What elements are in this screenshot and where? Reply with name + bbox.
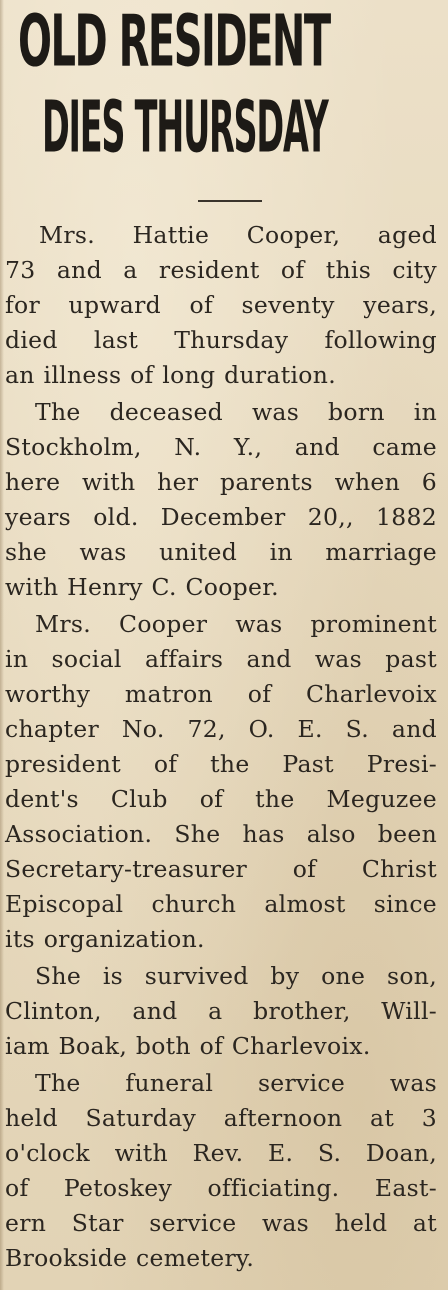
article-line: Association. She has also been [5, 820, 437, 848]
headline-line-1: OLD RESIDENT [18, 0, 330, 83]
paragraph-1 [5, 218, 437, 393]
article-line: its organization. [5, 925, 205, 953]
article-line: years old. December 20,, 1882 [5, 503, 437, 531]
article-line: Secretary-treasurer of Christ [5, 855, 437, 883]
headline-line-2: DIES THURSDAY [42, 85, 328, 169]
article-line: The funeral service was [35, 1069, 437, 1097]
article-line: Mrs. Cooper was prominent [35, 610, 437, 638]
article-line: of Petoskey officiating. East- [5, 1174, 437, 1202]
article-line: Brookside cemetery. [5, 1244, 255, 1272]
article-line: here with her parents when 6 [5, 468, 437, 496]
article-line: The deceased was born in [35, 398, 437, 426]
paragraph-3 [5, 607, 437, 957]
article-line: Episcopal church almost since [5, 890, 437, 918]
article-line: Mrs. Hattie Cooper, aged [39, 221, 437, 249]
article-line: o'clock with Rev. E. S. Doan, [5, 1139, 437, 1167]
article-line: she was united in marriage [5, 538, 437, 566]
article-line: president of the Past Presi- [5, 750, 437, 778]
article-line: for upward of seventy years, [5, 291, 437, 319]
article-line: in social affairs and was past [5, 645, 437, 673]
article-line: worthy matron of Charlevoix [5, 680, 437, 708]
article-line: chapter No. 72, O. E. S. and [5, 715, 437, 743]
article-body [5, 218, 437, 1278]
article-line: with Henry C. Cooper. [5, 573, 279, 601]
paragraph-2 [5, 395, 437, 605]
headline-divider [198, 200, 262, 202]
article-line: iam Boak, both of Charlevoix. [5, 1032, 371, 1060]
paragraph-4 [5, 959, 437, 1064]
article-line: died last Thursday following [5, 326, 437, 354]
article-line: an illness of long duration. [5, 361, 336, 389]
article-line: 73 and a resident of this city [5, 256, 437, 284]
article-line: held Saturday afternoon at 3 [5, 1104, 437, 1132]
article-line: She is survived by one son, [35, 962, 437, 990]
paragraph-5 [5, 1066, 437, 1276]
article-line: ern Star service was held at [5, 1209, 437, 1237]
article-line: dent's Club of the Meguzee [5, 785, 437, 813]
article-line: Clinton, and a brother, Will- [5, 997, 437, 1025]
article-line: Stockholm, N. Y., and came [5, 433, 437, 461]
clipping-edge-shadow [0, 0, 4, 1290]
